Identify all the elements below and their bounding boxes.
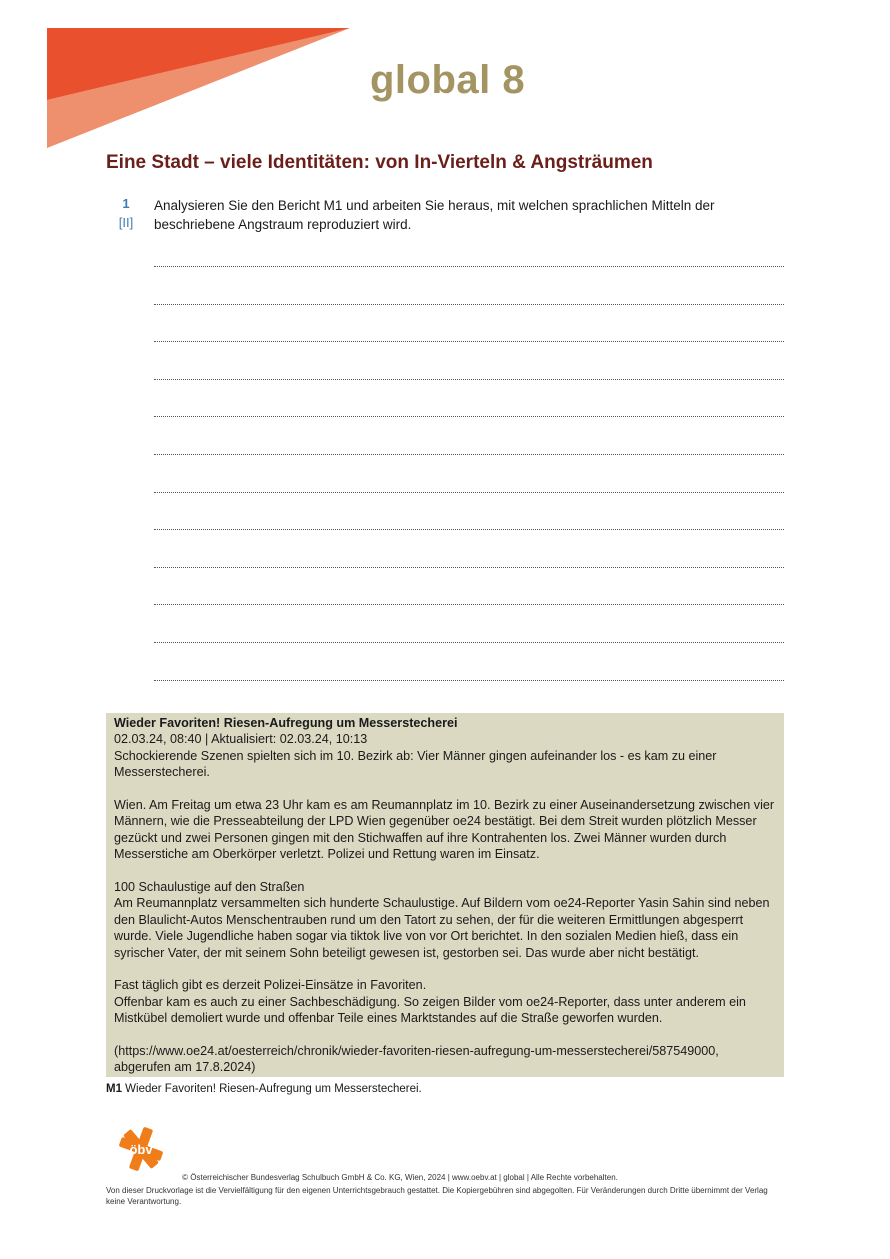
source-paragraph-1: Wien. Am Freitag um etwa 23 Uhr kam es am Reumannplatz im 10. Bezirk zu einer Auseinandersetzung zwischen vier Männern, wie die Presseabteilung der LPD Wien gegenüber oe24 bestätigt. Bei dem Streit wurden plötzlich Messer gezückt und zwei Personen gingen mit den Stichwaffen auf ihre Kontrahenten los. Zwei Männer wurden durch Messerstiche am Oberkörper verletzt. Polizei und Rettung waren im Einsatz. bbox=[114, 798, 775, 862]
answer-line bbox=[154, 596, 784, 605]
source-paragraph-3a: Fast täglich gibt es derzeit Polizei-Einsätze in Favoriten. bbox=[114, 978, 427, 993]
answer-line bbox=[154, 559, 784, 568]
source-box-m1 bbox=[106, 713, 784, 1077]
answer-line bbox=[154, 484, 784, 493]
answer-line bbox=[154, 521, 784, 530]
header-banner bbox=[0, 0, 420, 160]
answer-line bbox=[154, 408, 784, 417]
caption-text: Wieder Favoriten! Riesen-Aufregung um Messerstecherei. bbox=[121, 1083, 422, 1095]
source-subheading: 100 Schaulustige auf den Straßen bbox=[114, 880, 305, 895]
banner-stripe-dark bbox=[47, 28, 350, 100]
source-paragraph-2: Am Reumannplatz versammelten sich hunderte Schaulustige. Auf Bildern vom oe24-Reporter Yasin Sahin sind neben den Blaulicht-Autos Menschentrauben rund um den Tatort zu sehen, der für die weiteren Ermittlungen abgesperrt wurde. Viele Jugendliche haben sogar via tiktok live von vor Ort berichtet. In den sozialen Medien hieß, dass ein syrischer Vater, der mit seinem Sohn beteiligt gewesen ist, gestorben sei. Das wurde aber nicht bestätigt. bbox=[114, 896, 770, 960]
source-date-line: 02.03.24, 08:40 | Aktualisiert: 02.03.24, 10:13 bbox=[114, 732, 368, 747]
answer-line bbox=[154, 672, 784, 681]
brand-title: global 8 bbox=[370, 58, 526, 102]
source-reference: (https://www.oe24.at/oesterreich/chronik/wieder-favoriten-riesen-aufregung-um-messerstecherei/587549000, abgerufen am 17.8.2024) bbox=[114, 1044, 719, 1075]
source-lead: Schockierende Szenen spielten sich im 10. Bezirk ab: Vier Männer gingen aufeinander los - es kam zu einer Messerstecherei. bbox=[114, 748, 717, 780]
answer-line bbox=[154, 296, 784, 305]
footer-notice: Von dieser Druckvorlage ist die Vervielfältigung für den eigenen Unterrichtsgebrauch gestattet. Die Kopiergebühren sind abgegolten. Für Veränderungen durch Dritte übernimmt der Verlag keine Verantwortung. bbox=[106, 1186, 768, 1206]
task-instruction: Analysieren Sie den Bericht M1 und arbeiten Sie heraus, mit welchen sprachlichen Mitteln der beschriebene Angstraum reproduziert wird. bbox=[154, 198, 715, 232]
answer-line bbox=[154, 634, 784, 643]
section-heading: Eine Stadt – viele Identitäten: von In-Vierteln & Angsträumen bbox=[106, 152, 653, 173]
answer-lines bbox=[154, 258, 784, 709]
answer-line bbox=[154, 333, 784, 342]
publisher-logo-icon bbox=[117, 1125, 165, 1173]
footer-copyright: © Österreichischer Bundesverlag Schulbuch GmbH & Co. KG, Wien, 2024 | www.oebv.at | global | Alle Rechte vorbehalten. bbox=[182, 1173, 618, 1182]
answer-line bbox=[154, 446, 784, 455]
answer-line bbox=[154, 258, 784, 267]
figure-caption bbox=[106, 1083, 422, 1095]
logo-text: öbv bbox=[129, 1142, 153, 1157]
answer-line bbox=[154, 371, 784, 380]
task-level: [II] bbox=[118, 215, 134, 230]
task-number: 1 bbox=[122, 196, 130, 211]
source-headline: Wieder Favoriten! Riesen-Aufregung um Messerstecherei bbox=[114, 716, 458, 730]
source-paragraph-3b: Offenbar kam es auch zu einer Sachbeschädigung. So zeigen Bilder vom oe24-Reporter, dass unter anderem ein Mistkübel demoliert wurde und offenbar Teile eines Marktstandes auf die Straße geworfen wurden. bbox=[114, 994, 746, 1026]
caption-label: M1 bbox=[106, 1083, 122, 1095]
